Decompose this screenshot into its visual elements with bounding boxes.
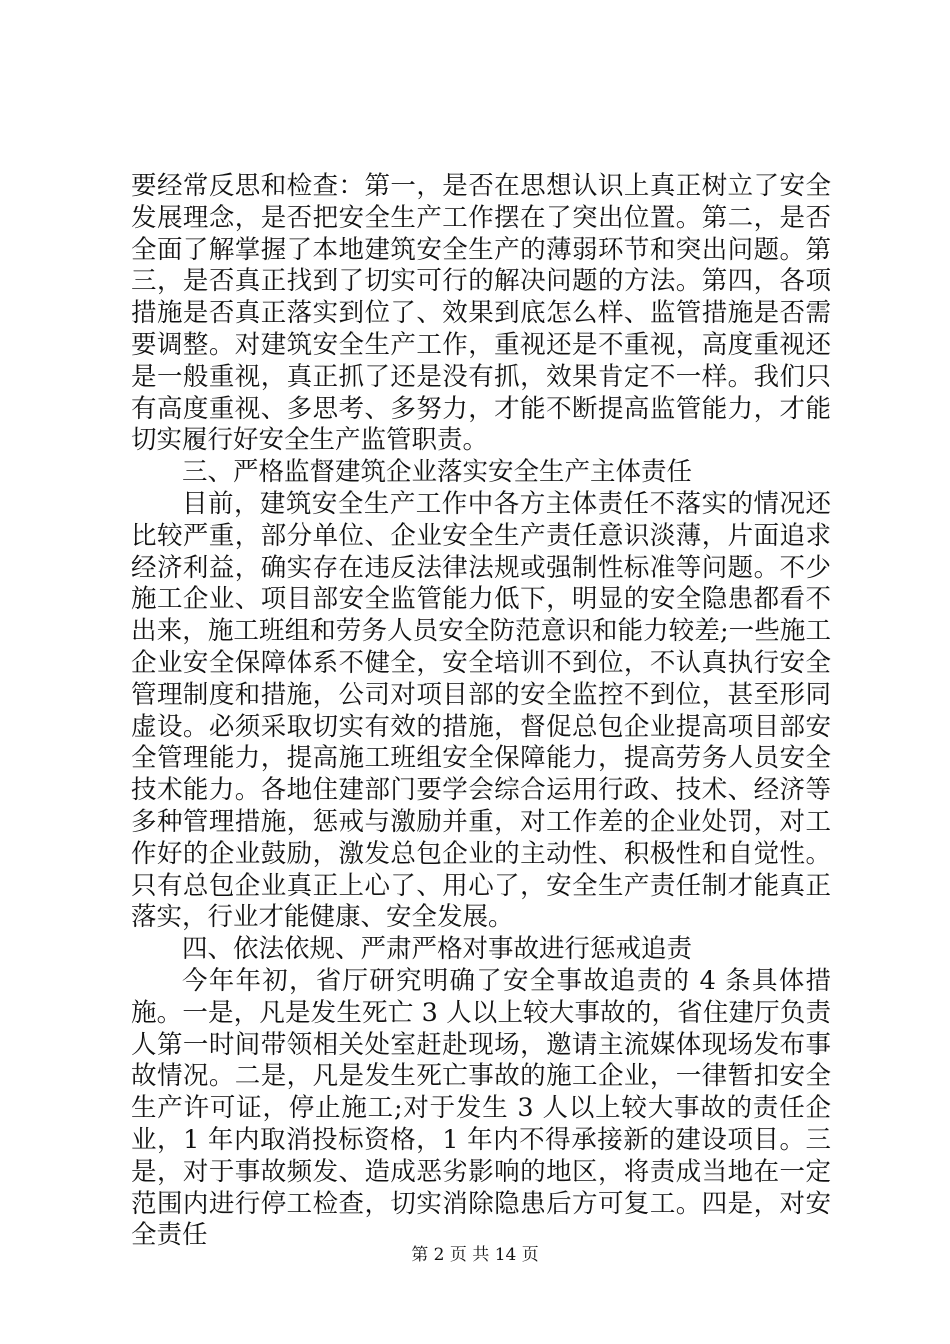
document-body bbox=[131, 171, 831, 1252]
section-heading-3: 三、严格监督建筑企业落实安全生产主体责任 bbox=[182, 457, 693, 488]
paragraph-continuation: 要经常反思和检查：第一，是否在思想认识上真正树立了安全发展理念，是否把安全生产工作摆在了突出位置。第二，是否全面了解掌握了本地建筑安全生产的薄弱环节和突出问题。第三，是否真正找到了切实可行的解决问题的方法。第四，各项措施是否真正落实到位了、效果到底怎么样、监管措施是否需要调整。对建筑安全生产工作，重视还是不重视，高度重视还是一般重视，真正抓了还是没有抓，效果肯定不一样。我们只有高度重视、多思考、多努力，才能不断提高监管能力，才能切实履行好安全生产监管职责。 bbox=[131, 171, 831, 456]
section-heading-4: 四、依法依规、严肃严格对事故进行惩戒追责 bbox=[182, 934, 693, 965]
paragraph-section-4: 今年年初，省厅研究明确了安全事故追责的 4 条具体措施。一是，凡是发生死亡 3 人以上较大事故的，省住建厅负责人第一时间带领相关处室赶赴现场，邀请主流媒体现场发布事故情况。二是，凡是发生死亡事故的施工企业，一律暂扣安全生产许可证，停止施工;对于发生 3 人以上较大事故的责任企业，1 年内取消投标资格，1 年内不得承接新的建设项目。三是，对于事故频发、造成恶劣影响的地区，将责成当地在一定范围内进行停工检查，切实消除隐患后方可复工。四是，对安全责任 bbox=[131, 965, 831, 1251]
paragraph-section-3: 目前，建筑安全生产工作中各方主体责任不落实的情况还比较严重，部分单位、企业安全生产责任意识淡薄，片面追求经济利益，确实存在违反法律法规或强制性标准等问题。不少施工企业、项目部安全监管能力低下，明显的安全隐患都看不出来，施工班组和劳务人员安全防范意识和能力较差;一些施工企业安全保障体系不健全，安全培训不到位，不认真执行安全管理制度和措施，公司对项目部的安全监控不到位，甚至形同虚设。必须采取切实有效的措施，督促总包企业提高项目部安全管理能力，提高施工班组安全保障能力，提高劳务人员安全技术能力。各地住建部门要学会综合运用行政、技术、经济等多种管理措施，惩戒与激励并重，对工作差的企业处罚，对工作好的企业鼓励，激发总包企业的主动性、积极性和自觉性。只有总包企业真正上心了、用心了，安全生产责任制才能真正落实，行业才能健康、安全发展。 bbox=[131, 488, 831, 933]
page-number-footer: 第 2 页 共 14 页 bbox=[411, 1245, 539, 1265]
